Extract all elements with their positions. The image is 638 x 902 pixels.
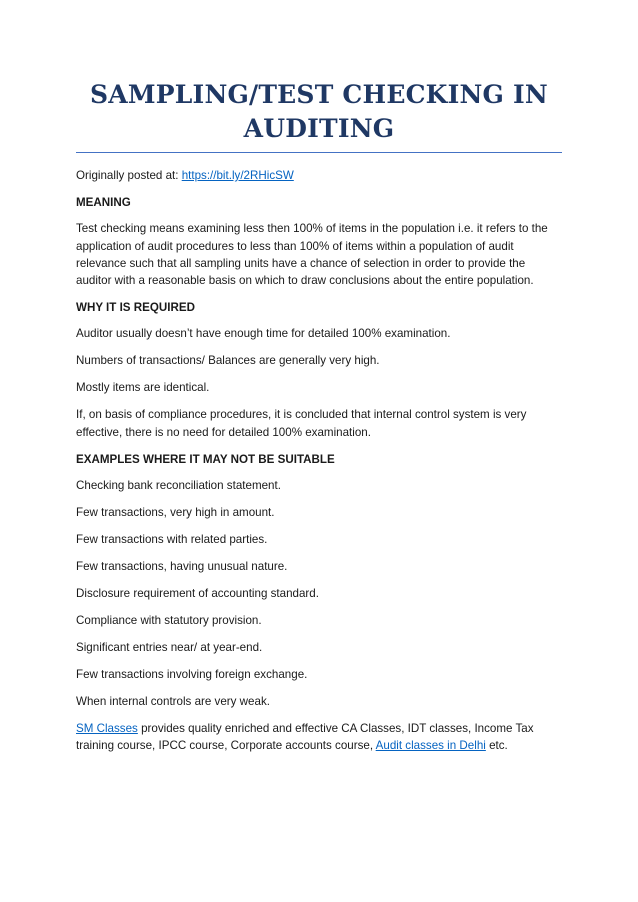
example-item: Few transactions, very high in amount. [76,505,275,519]
closing-text-2: etc. [485,739,508,753]
why-item: If, on basis of compliance procedures, it is concluded that internal control system is very effective, there is no need for detailed 100% examination. [76,408,527,439]
example-item: Few transactions with related parties. [76,532,268,546]
posted-prefix: Originally posted at: [76,169,182,182]
example-item: Few transactions, having unusual nature. [76,559,288,573]
why-item: Numbers of transactions/ Balances are generally very high. [76,354,380,368]
example-item: Compliance with statutory provision. [76,613,262,627]
closing-text-1: provides quality enriched and effective CA Classes, IDT classes, Income Tax training course, IPCC course, Corporate accounts course, [76,721,534,753]
title-line-2: AUDITING [243,114,395,143]
meaning-text: Test checking means examining less then 100% of items in the population i.e. it refers to the application of audit procedures to less than 100% of items within a population of audit relevance such that all sampling units have a chance of selection in order to provide the auditor with a reasonable basis on which to draw conclusions about the entire population. [76,222,548,288]
audit-classes-link[interactable]: Audit classes in Delhi [375,739,486,753]
example-item: Disclosure requirement of accounting standard. [76,586,319,600]
originally-posted [76,167,562,184]
examples-heading: EXAMPLES WHERE IT MAY NOT BE SUITABLE [76,452,335,466]
source-link[interactable]: https://bit.ly/2RHicSW [181,169,294,182]
example-item: Checking bank reconciliation statement. [76,478,281,492]
example-item: Significant entries near/ at year-end. [76,640,263,654]
example-item: When internal controls are very weak. [76,694,270,708]
why-item: Mostly items are identical. [76,381,210,395]
closing-paragraph [76,720,562,754]
example-item: Few transactions involving foreign exchange. [76,667,308,681]
meaning-heading: MEANING [76,196,131,210]
why-item: Auditor usually doesn’t have enough time for detailed 100% examination. [76,327,451,341]
title-underline [76,152,562,153]
sm-classes-link[interactable]: SM Classes [76,721,138,735]
page-title [76,0,562,152]
why-heading: WHY IT IS REQUIRED [76,301,195,315]
title-line-1: SAMPLING/TEST CHECKING IN [90,80,548,109]
